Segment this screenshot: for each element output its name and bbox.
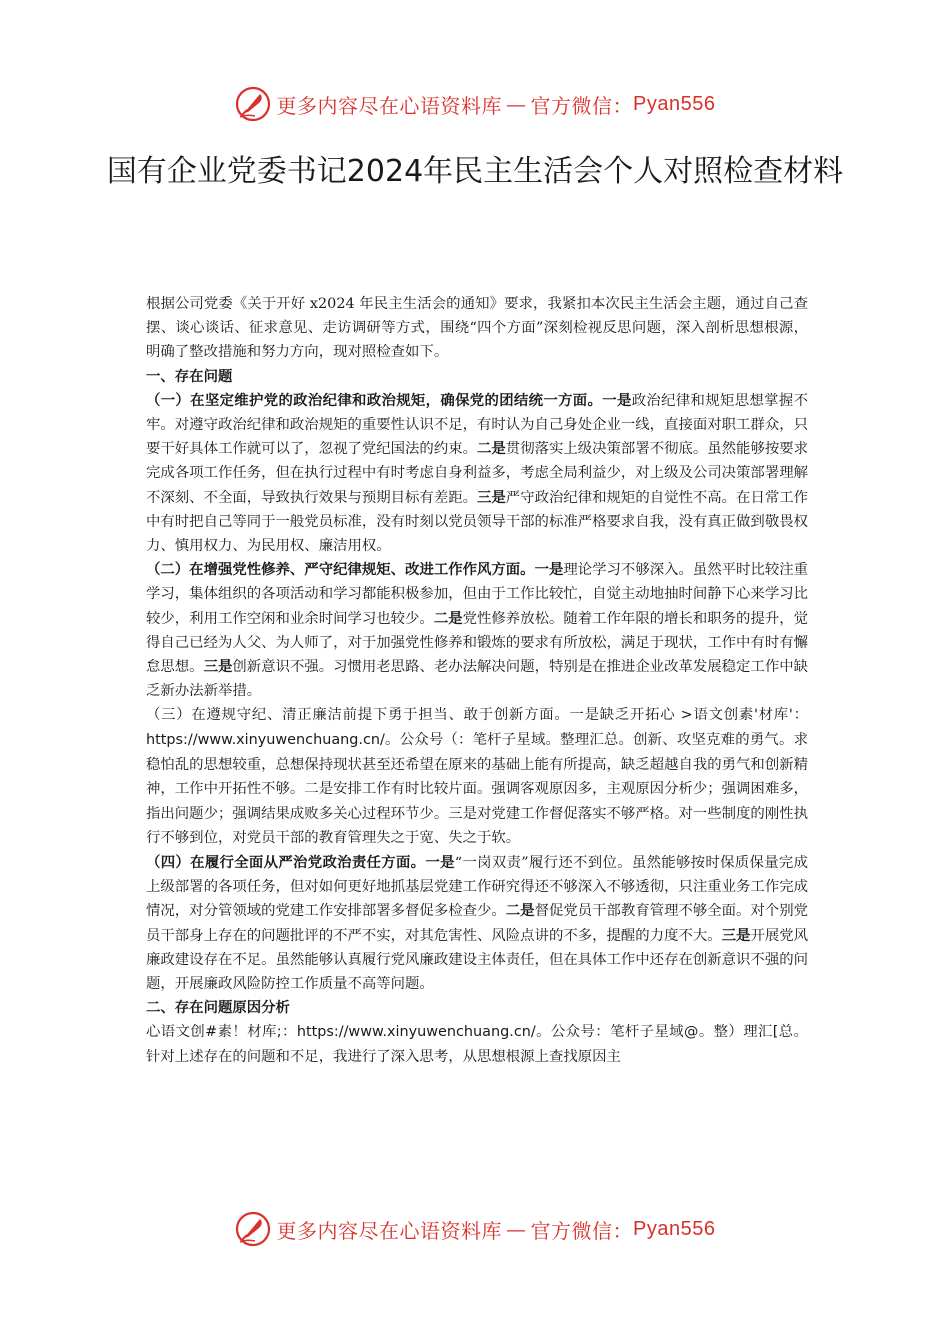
banner-dash: — bbox=[506, 1217, 527, 1241]
cause-paragraph: 心语文创#素！材库;：https://www.xinyuwenchuang.cn/。公众号：笔杆子星域@。整）理汇[总。针对上述存在的问题和不足，我进行了深入思考，从思想根源上查找原因主 bbox=[146, 1024, 808, 1066]
banner-wechat-id: Pyan556 bbox=[633, 92, 716, 115]
point-4-2: 督促党员干部教育管理不够全面。对个别党员干部身上存在的问题批评的不严不实，对其危害性、风险点讲的不多，提醒的力度不大。 bbox=[146, 903, 809, 944]
problem-paragraph-2 bbox=[146, 558, 808, 703]
banner-main-text: 更多内容尽在心语资料库 bbox=[276, 1218, 503, 1243]
banner-label: 官方微信： bbox=[530, 1218, 634, 1243]
section-heading-causes: 二、存在问题原因分析 bbox=[146, 999, 290, 1017]
marker-4-1: 一是 bbox=[425, 854, 455, 872]
subsection-heading-2: （二）在增强党性修养、严守纪律规矩、改进工作作风方面。 bbox=[146, 561, 535, 579]
footer-watermark-banner bbox=[0, 1207, 950, 1251]
document-body bbox=[146, 292, 808, 1070]
document-title: 国有企业党委书记2024年民主生活会个人对照检查材料 bbox=[106, 154, 844, 189]
banner-dash: — bbox=[506, 92, 527, 116]
quill-logo-icon bbox=[235, 1211, 271, 1247]
quill-logo-icon bbox=[235, 86, 271, 122]
problem-paragraph-4 bbox=[146, 851, 808, 996]
marker-1-3: 三是 bbox=[477, 488, 506, 506]
point-4-1: “一岗双责”履行还不到位。虽然能够按时保质保量完成上级部署的各项任务，但对如何更好地抓基层党建工作研究得还不够深入不够透彻，只注重业务工作完成情况，对分管领域的党建工作安排部署多督促多检查少。 bbox=[146, 855, 808, 920]
section-heading-problems: 一、存在问题 bbox=[146, 367, 233, 385]
point-1-1: 政治纪律和规矩思想掌握不牢。对遵守政治纪律和政治规矩的重要性认识不足，有时认为自己身处企业一线，直接面对职工群众，只要干好具体工作就可以了，忽视了党纪国法的约束。 bbox=[146, 392, 808, 458]
subsection-heading-1: （一）在坚定维护党的政治纪律和政治规矩，确保党的团结统一方面。 bbox=[146, 391, 603, 409]
problem-paragraph-1 bbox=[146, 389, 808, 558]
marker-1-2: 二是 bbox=[477, 440, 506, 458]
problem-paragraph-3: （三）在遵规守纪、清正廉洁前提下勇于担当、敢于创新方面。一是缺乏开拓心 >语文创素'材库'：https://www.xinyuwenchuang.cn/。公众号（：笔杆子星域。整理汇总。创新、攻坚克难的勇气。求稳怕乱的思想较重，总想保持现状甚至还希望在原来的基础上能有所提高，缺乏超越自我的勇气和创新精神，工作中开拓性不够。二是安排工作有时比较片面。强调客观原因多，主观原因分析少；强调困难多，指出问题少；强调结果成败多关心过程环节少。三是对党建工作督促落实不够严格。对一些制度的刚性执行不够到位，对党员干部的教育管理失之于宽、失之于软。 bbox=[146, 707, 808, 847]
header-watermark-banner bbox=[0, 82, 950, 126]
marker-4-3: 三是 bbox=[721, 926, 751, 944]
marker-2-2: 二是 bbox=[433, 609, 463, 627]
marker-2-3: 三是 bbox=[203, 658, 233, 676]
point-1-2: 贯彻落实上级决策部署不彻底。虽然能够按要求完成各项工作任务，但在执行过程中有时考虑自身利益多，考虑全局利益少，对上级及公司决策部署理解不深刻、不全面，导致执行效果与预期目标有差距。 bbox=[146, 441, 809, 506]
banner-main-text: 更多内容尽在心语资料库 bbox=[276, 93, 503, 118]
point-2-2: 党性修养放松。随着工作年限的增长和职务的提升，觉得自己已经为人父、为人师了，对于加强党性修养和锻炼的要求有所放松，满足于现状，工作中有时有懈怠思想。 bbox=[146, 610, 809, 676]
point-2-1: 理论学习不够深入。虽然平时比较注重学习，集体组织的各项活动和学习都能积极参加，但由于工作比较忙，自觉主动地抽时间静下心来学习比较少，利用工作空闲和业余时间学习也较少。 bbox=[146, 562, 809, 627]
marker-1-1: 一是 bbox=[602, 391, 632, 409]
point-4-3: 开展党风廉政建设存在不足。虽然能够认真履行党风廉政建设主体责任，但在具体工作中还存在创新意识不强的问题，开展廉政风险防控工作质量不高等问题。 bbox=[146, 927, 809, 993]
intro-paragraph: 根据公司党委《关于开好 x2024 年民主生活会的通知》要求，我紧扣本次民主生活会主题，通过自己查摆、谈心谈话、征求意见、走访调研等方式，围绕“四个方面”深刻检视反思问题，深入剖析思想根源，明确了整改措施和努力方向，现对照检查如下。 bbox=[146, 296, 808, 361]
banner-wechat-id: Pyan556 bbox=[633, 1217, 716, 1240]
banner-label: 官方微信： bbox=[530, 93, 634, 118]
marker-2-1: 一是 bbox=[534, 561, 564, 579]
point-2-3: 创新意识不强。习惯用老思路、老办法解决问题，特别是在推进企业改革发展稳定工作中缺乏新办法新举措。 bbox=[146, 659, 809, 700]
point-1-3: 严守政治纪律和规矩的自觉性不高。在日常工作中有时把自己等同于一般党员标准，没有时刻以党员领导干部的标准严格要求自我，没有真正做到敬畏权力、慎用权力、为民用权、廉洁用权。 bbox=[146, 489, 809, 555]
marker-4-2: 二是 bbox=[505, 902, 535, 920]
subsection-heading-4: （四）在履行全面从严治党政治责任方面。 bbox=[146, 854, 426, 872]
